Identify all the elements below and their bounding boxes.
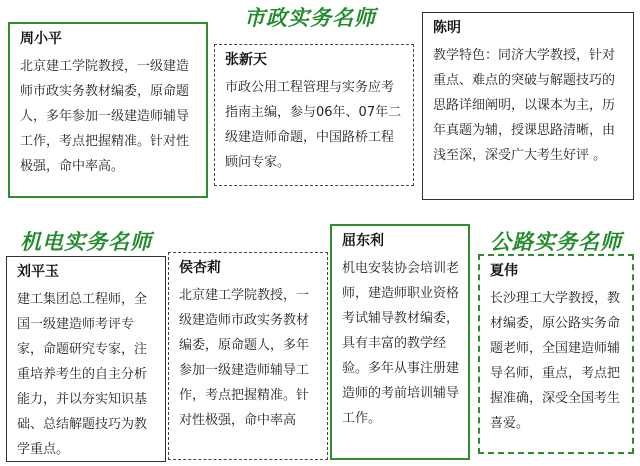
teacher-name: 陈明 bbox=[433, 20, 461, 36]
teacher-name: 屈东利 bbox=[342, 233, 384, 249]
teacher-bio: 机电安装协会培训老师，建造师职业资格考试辅导教材编委，具有丰富的教学经验。多年从事注册建造师的考前培训辅导工作。 bbox=[342, 261, 460, 426]
teacher-card-zhang-xintian bbox=[214, 44, 414, 186]
teacher-bio: 市政公用工程管理与实务应考指南主编，参与06年、07年二级建造师命题，中国路桥工程顾问专家。 bbox=[225, 80, 402, 170]
teacher-card-xia-wei bbox=[478, 254, 634, 454]
teacher-card-hou-xingli bbox=[168, 252, 328, 460]
teacher-card-chen-ming bbox=[422, 12, 634, 200]
teacher-card-liu-pingyu bbox=[6, 256, 166, 462]
teacher-name: 侯杏莉 bbox=[179, 260, 221, 276]
teacher-name: 张新天 bbox=[225, 52, 267, 68]
heading-highway: 公路实务名师 bbox=[490, 229, 622, 254]
teacher-card-qu-dongli bbox=[330, 224, 470, 460]
teacher-name: 夏伟 bbox=[490, 263, 518, 279]
teacher-bio: 北京建工学院教授，一级建造师市政实务教材编委，原命题人，多年参加一级建造师辅导工作，考点把握精准。针对性极强，命中率高 bbox=[179, 288, 310, 428]
heading-municipal: 市政实务名师 bbox=[244, 5, 376, 30]
teacher-bio: 长沙理工大学教授，教材编委，原公路实务命题老师，全国建造师辅导名师，重点，考点把握准确，深受全国考生喜爱。 bbox=[490, 291, 621, 431]
teacher-card-zhou-xiaoping bbox=[8, 22, 208, 198]
teacher-name: 刘平玉 bbox=[17, 264, 59, 280]
teacher-bio: 建工集团总工程师，全国一级建造师考评专家，命题研究专家，注重培养考生的自主分析能力，并以夯实知识基础、总结解题技巧为教学重点。 bbox=[17, 292, 148, 457]
teacher-bio: 北京建工学院教授，一级建造师市政实务教材编委，原命题人，多年参加一级建造师辅导工作，考点把握精准。针对性极强，命中率高。 bbox=[20, 59, 190, 174]
teacher-bio: 教学特色：同济大学教授，针对重点、难点的突破与解题技巧的思路详细阐明，以课本为主，历年真题为辅，授课思路清晰，由浅至深，深受广大考生好评 。 bbox=[433, 48, 616, 163]
heading-mechanical: 机电实务名师 bbox=[20, 229, 152, 254]
teacher-name: 周小平 bbox=[20, 31, 62, 47]
